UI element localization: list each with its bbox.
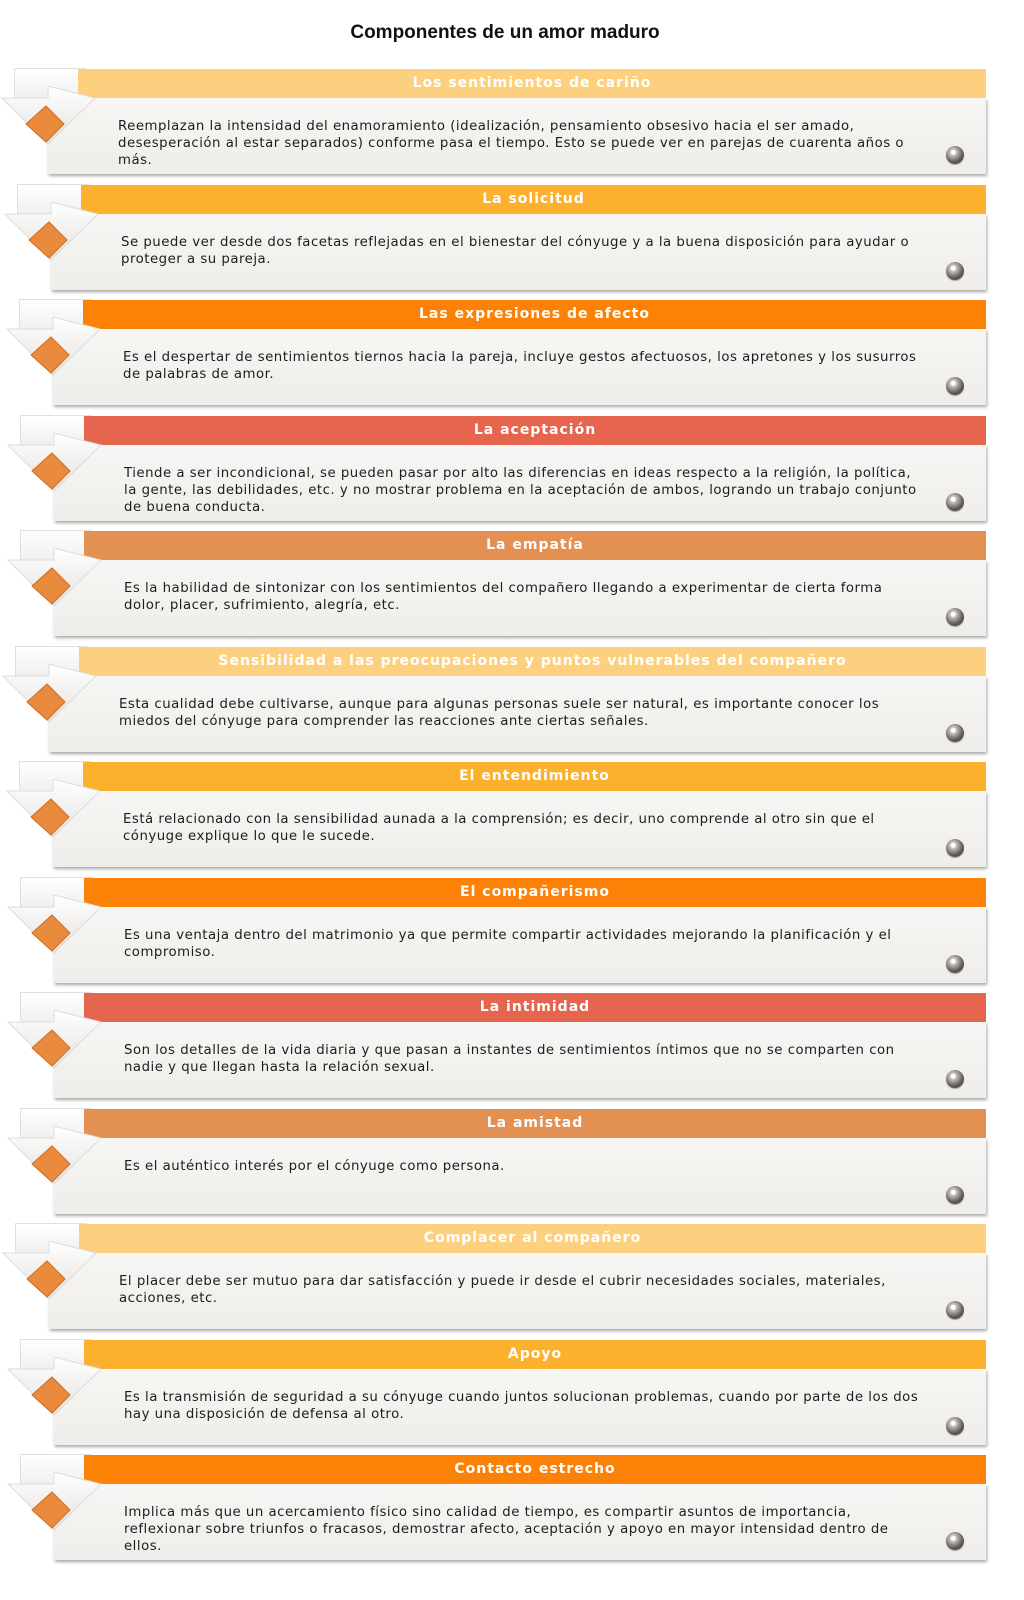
list-item xyxy=(0,415,1024,525)
item-heading: La intimidad xyxy=(84,993,986,1022)
item-description: Está relacionado con la sensibilidad aunada a la comprensión; es decir, uno comprende al otro sin que el cónyuge explique lo que le sucede. xyxy=(123,812,875,844)
diamond-check-icon xyxy=(5,779,115,869)
bullet-icon xyxy=(946,1186,964,1204)
diamond-check-icon xyxy=(3,202,113,292)
item-description: Es una ventaja dentro del matrimonio ya que permite compartir actividades mejorando la planificación y el compromiso. xyxy=(124,927,892,960)
description-panel xyxy=(54,1138,986,1214)
description-panel xyxy=(51,214,986,290)
item-heading: La empatía xyxy=(84,531,986,560)
diamond-check-icon xyxy=(0,86,110,176)
page-title: Componentes de un amor maduro xyxy=(350,22,660,43)
description-panel xyxy=(48,98,986,174)
diamond-check-icon xyxy=(6,1472,116,1562)
bullet-icon xyxy=(946,377,964,395)
diamond-check-icon xyxy=(5,317,115,407)
list-item xyxy=(0,1223,1024,1333)
bullet-icon xyxy=(946,1301,964,1319)
description-panel xyxy=(54,445,986,521)
item-heading: Las expresiones de afecto xyxy=(83,300,986,329)
list-item xyxy=(0,646,1024,756)
description-panel xyxy=(54,1369,986,1445)
diamond-check-icon xyxy=(6,1126,116,1216)
diamond-check-icon xyxy=(6,895,116,985)
description-panel xyxy=(54,907,986,983)
item-description: Son los detalles de la vida diaria y que pasan a instantes de sentimientos íntimos que no se comparten con nadie y que llegan hasta la relación sexual. xyxy=(124,1043,895,1075)
description-panel xyxy=(49,676,986,752)
bullet-icon xyxy=(946,724,964,742)
item-heading: Contacto estrecho xyxy=(84,1455,986,1484)
item-description: Es el auténtico interés por el cónyuge como persona. xyxy=(124,1158,505,1174)
list-item xyxy=(0,68,1024,178)
diamond-check-icon xyxy=(6,433,116,523)
description-panel xyxy=(49,1253,986,1329)
description-panel xyxy=(53,791,986,867)
list-item xyxy=(0,1108,1024,1218)
description-panel xyxy=(54,1484,986,1560)
list-item xyxy=(0,1454,1024,1564)
description-panel xyxy=(54,1022,986,1098)
bullet-icon xyxy=(946,1070,964,1088)
description-panel xyxy=(53,329,986,405)
bullet-icon xyxy=(946,1417,964,1435)
bullet-icon xyxy=(946,608,964,626)
item-description: Tiende a ser incondicional, se pueden pasar por alto las diferencias en ideas respecto a la religión, la política, la gente, las debilidades, etc. y no mostrar problema en la aceptación de ambos, logrando un trabajo conjunto de buena conducta. xyxy=(124,465,917,515)
item-heading: La solicitud xyxy=(81,185,986,214)
item-description: Se puede ver desde dos facetas reflejadas en el bienestar del cónyuge y a la buena disposición para ayudar o proteger a su pareja. xyxy=(121,234,910,267)
item-description: El placer debe ser mutuo para dar satisfacción y puede ir desde el cubrir necesidades sociales, materiales, acciones, etc. xyxy=(119,1274,886,1306)
item-description: Es la habilidad de sintonizar con los sentimientos del compañero llegando a experimentar de cierta forma dolor, placer, sufrimiento, alegría, etc. xyxy=(124,581,883,613)
bullet-icon xyxy=(946,262,964,280)
description-panel xyxy=(54,560,986,636)
bullet-icon xyxy=(946,146,964,164)
bullet-icon xyxy=(946,839,964,857)
item-heading: Los sentimientos de cariño xyxy=(78,69,986,98)
list-item xyxy=(0,761,1024,871)
diamond-check-icon xyxy=(6,1010,116,1100)
list-item xyxy=(0,184,1024,294)
list-item xyxy=(0,992,1024,1102)
list-item xyxy=(0,299,1024,409)
item-description: Reemplazan la intensidad del enamoramiento (idealización, pensamiento obsesivo hacia el ser amado, desesperación al estar separados) conforme pasa el tiempo. Esto se puede ver en parejas de cuarenta años o más. xyxy=(118,119,905,168)
list-item xyxy=(0,530,1024,640)
item-heading: Apoyo xyxy=(84,1340,986,1369)
item-description: Es el despertar de sentimientos tiernos hacia la pareja, incluye gestos afectuosos, los apretones y los susurros de palabras de amor. xyxy=(123,350,917,382)
item-heading: Sensibilidad a las preocupaciones y puntos vulnerables del compañero xyxy=(79,647,986,676)
item-description: Esta cualidad debe cultivarse, aunque para algunas personas suele ser natural, es importante conocer los miedos del cónyuge para comprender las reacciones ante ciertas señales. xyxy=(119,696,880,729)
item-heading: El entendimiento xyxy=(83,762,986,791)
item-heading: La aceptación xyxy=(84,416,986,445)
bullet-icon xyxy=(946,493,964,511)
diamond-check-icon xyxy=(1,1241,111,1331)
diamond-check-icon xyxy=(6,1357,116,1447)
diamond-check-icon xyxy=(6,548,116,638)
item-heading: El compañerismo xyxy=(84,878,986,907)
item-description: Implica más que un acercamiento físico sino calidad de tiempo, es compartir asuntos de importancia, reflexionar sobre triunfos o fracasos, demostrar afecto, aceptación y apoyo en mayor intensidad dentro de ellos. xyxy=(124,1505,889,1554)
diamond-check-icon xyxy=(1,664,111,754)
bullet-icon xyxy=(946,955,964,973)
item-heading: La amistad xyxy=(84,1109,986,1138)
item-heading: Complacer al compañero xyxy=(79,1224,986,1253)
item-description: Es la transmisión de seguridad a su cónyuge cuando juntos solucionan problemas, cuando por parte de los dos hay una disposición de defensa al otro. xyxy=(124,1389,919,1422)
bullet-icon xyxy=(946,1532,964,1550)
list-item xyxy=(0,1339,1024,1449)
list-item xyxy=(0,877,1024,987)
